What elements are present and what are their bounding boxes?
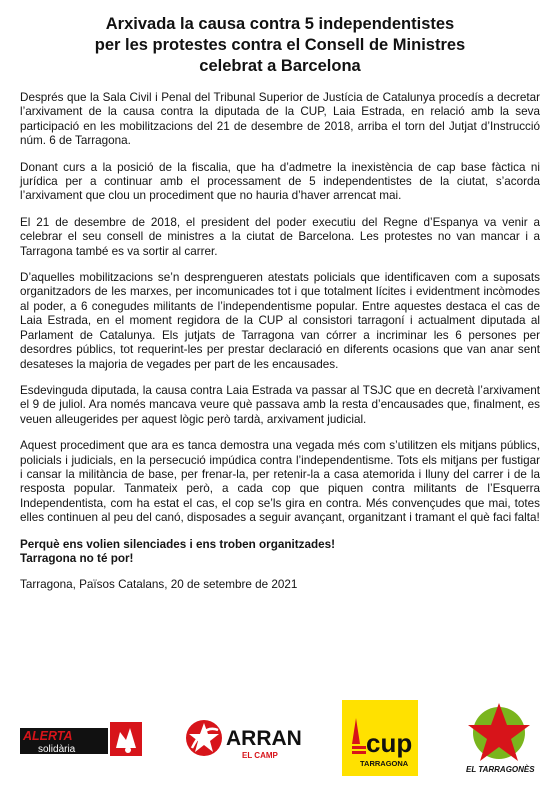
title-line: per les protestes contra el Consell de Ministres bbox=[94, 36, 466, 54]
closing-slogan bbox=[20, 538, 540, 567]
arran-logo bbox=[184, 714, 302, 762]
paragraph: Esdevinguda diputada, la causa contra Laia Estrada va passar al TSJC que en decretà l’arxivament el 9 de juliol. Ara només mancava veure què passava amb la resta d’encausades que, finalment, es veuen alleugerides per aquest lògic però tardà, arxivament judicial. bbox=[20, 383, 540, 426]
signature: Tarragona, Països Catalans, 20 de setembre de 2021 bbox=[20, 578, 298, 592]
alerta-logo-graphic bbox=[20, 718, 144, 758]
arran-logo-graphic bbox=[184, 714, 302, 762]
title-line: celebrat a Barcelona bbox=[199, 57, 361, 75]
closing-line: Tarragona no té por! bbox=[20, 551, 134, 565]
title-line: Arxivada la causa contra 5 independentistes bbox=[105, 15, 455, 33]
cup-logo-graphic bbox=[342, 700, 418, 776]
tarragones-name: EL TARRAGONÈS bbox=[466, 765, 535, 774]
cup-tarragona-logo bbox=[342, 700, 418, 776]
alerta-line1: ALERTA bbox=[23, 729, 73, 743]
paragraph: El 21 de desembre de 2018, el president del poder executiu del Regne d’Espanya va venir a celebrar el seu consell de ministres a la ciutat de Barcelona. Les protestes no van mancar i a Tarragona també es va sortir al carrer. bbox=[20, 215, 540, 258]
closing-line: Perquè ens volien silenciades i ens troben organitzades! bbox=[20, 537, 336, 551]
alerta-line2: solidària bbox=[38, 744, 76, 755]
arran-sub: EL CAMP bbox=[242, 751, 278, 760]
paragraph: D’aquelles mobilitzacions se’n desprengueren atestats policials que identificaven com a suposats organitzadors de les marxes, per incomunicades tot i que totalment lícites i evidentment incòmodes al poder, a 6 conegudes militants de l’independentisme popular. Entre aquestes destaca el cas de Laia Estrada, en el moment regidora de la CUP al consistori tarragoní i actualment diputada al Parlament de Catalunya. Els jutjats de Tarragona van córrer a incriminar les 6 persones per desordres públics, tot requerint-les per prestar declaració en diferents ocasions que van anar sent desateses la majoria de vegades per part de les encausades. bbox=[20, 271, 540, 371]
alerta-solidaria-logo bbox=[20, 718, 144, 758]
cup-name: cup bbox=[366, 728, 413, 758]
arran-name: ARRAN bbox=[226, 727, 302, 750]
cup-sub: TARRAGONA bbox=[360, 759, 409, 768]
tarragones-logo-graphic bbox=[458, 701, 540, 775]
el-tarragones-logo bbox=[458, 701, 540, 775]
logo-strip bbox=[20, 700, 540, 776]
paragraph: Després que la Sala Civil i Penal del Tribunal Superior de Justícia de Catalunya procedís a decretar l’arxivament de la causa contra la diputada de la CUP, Laia Estrada, en relació amb la seva participació en les mobilitzacions del 21 de desembre de 2018, arriba el torn del Jutjat d’Instrucció núm. 6 de Tarragona. bbox=[20, 91, 540, 148]
paragraph: Donant curs a la posició de la fiscalia, que ha d’admetre la inexistència de cap base fàctica ni jurídica per a continuar amb el processament de 5 independentistes de la ciutat, s’acorda l’arxivament que clou un procediment que no hauria d’haver arrencat mai. bbox=[20, 160, 540, 203]
paragraph: Aquest procediment que ara es tanca demostra una vegada més com s’utilitzen els mitjans públics, policials i judicials, en la persecució impúdica contra l’independentisme. Tots els mitjans per fustigar i cansar la militància de base, per frenar-la, per retenir-la a casa atemorida i lluny del carrer i de la resposta popular. Tanmateix però, a cada cop que piquen contra militants de l’Esquerra Independentista, com ha estat el cas, el cop se’ls gira en contra. Més convençudes que mai, totes elles continuen al peu del canó, disposades a seguir avançant, organitzant i tramant el què faci falta! bbox=[20, 439, 540, 525]
document-title bbox=[20, 14, 540, 77]
